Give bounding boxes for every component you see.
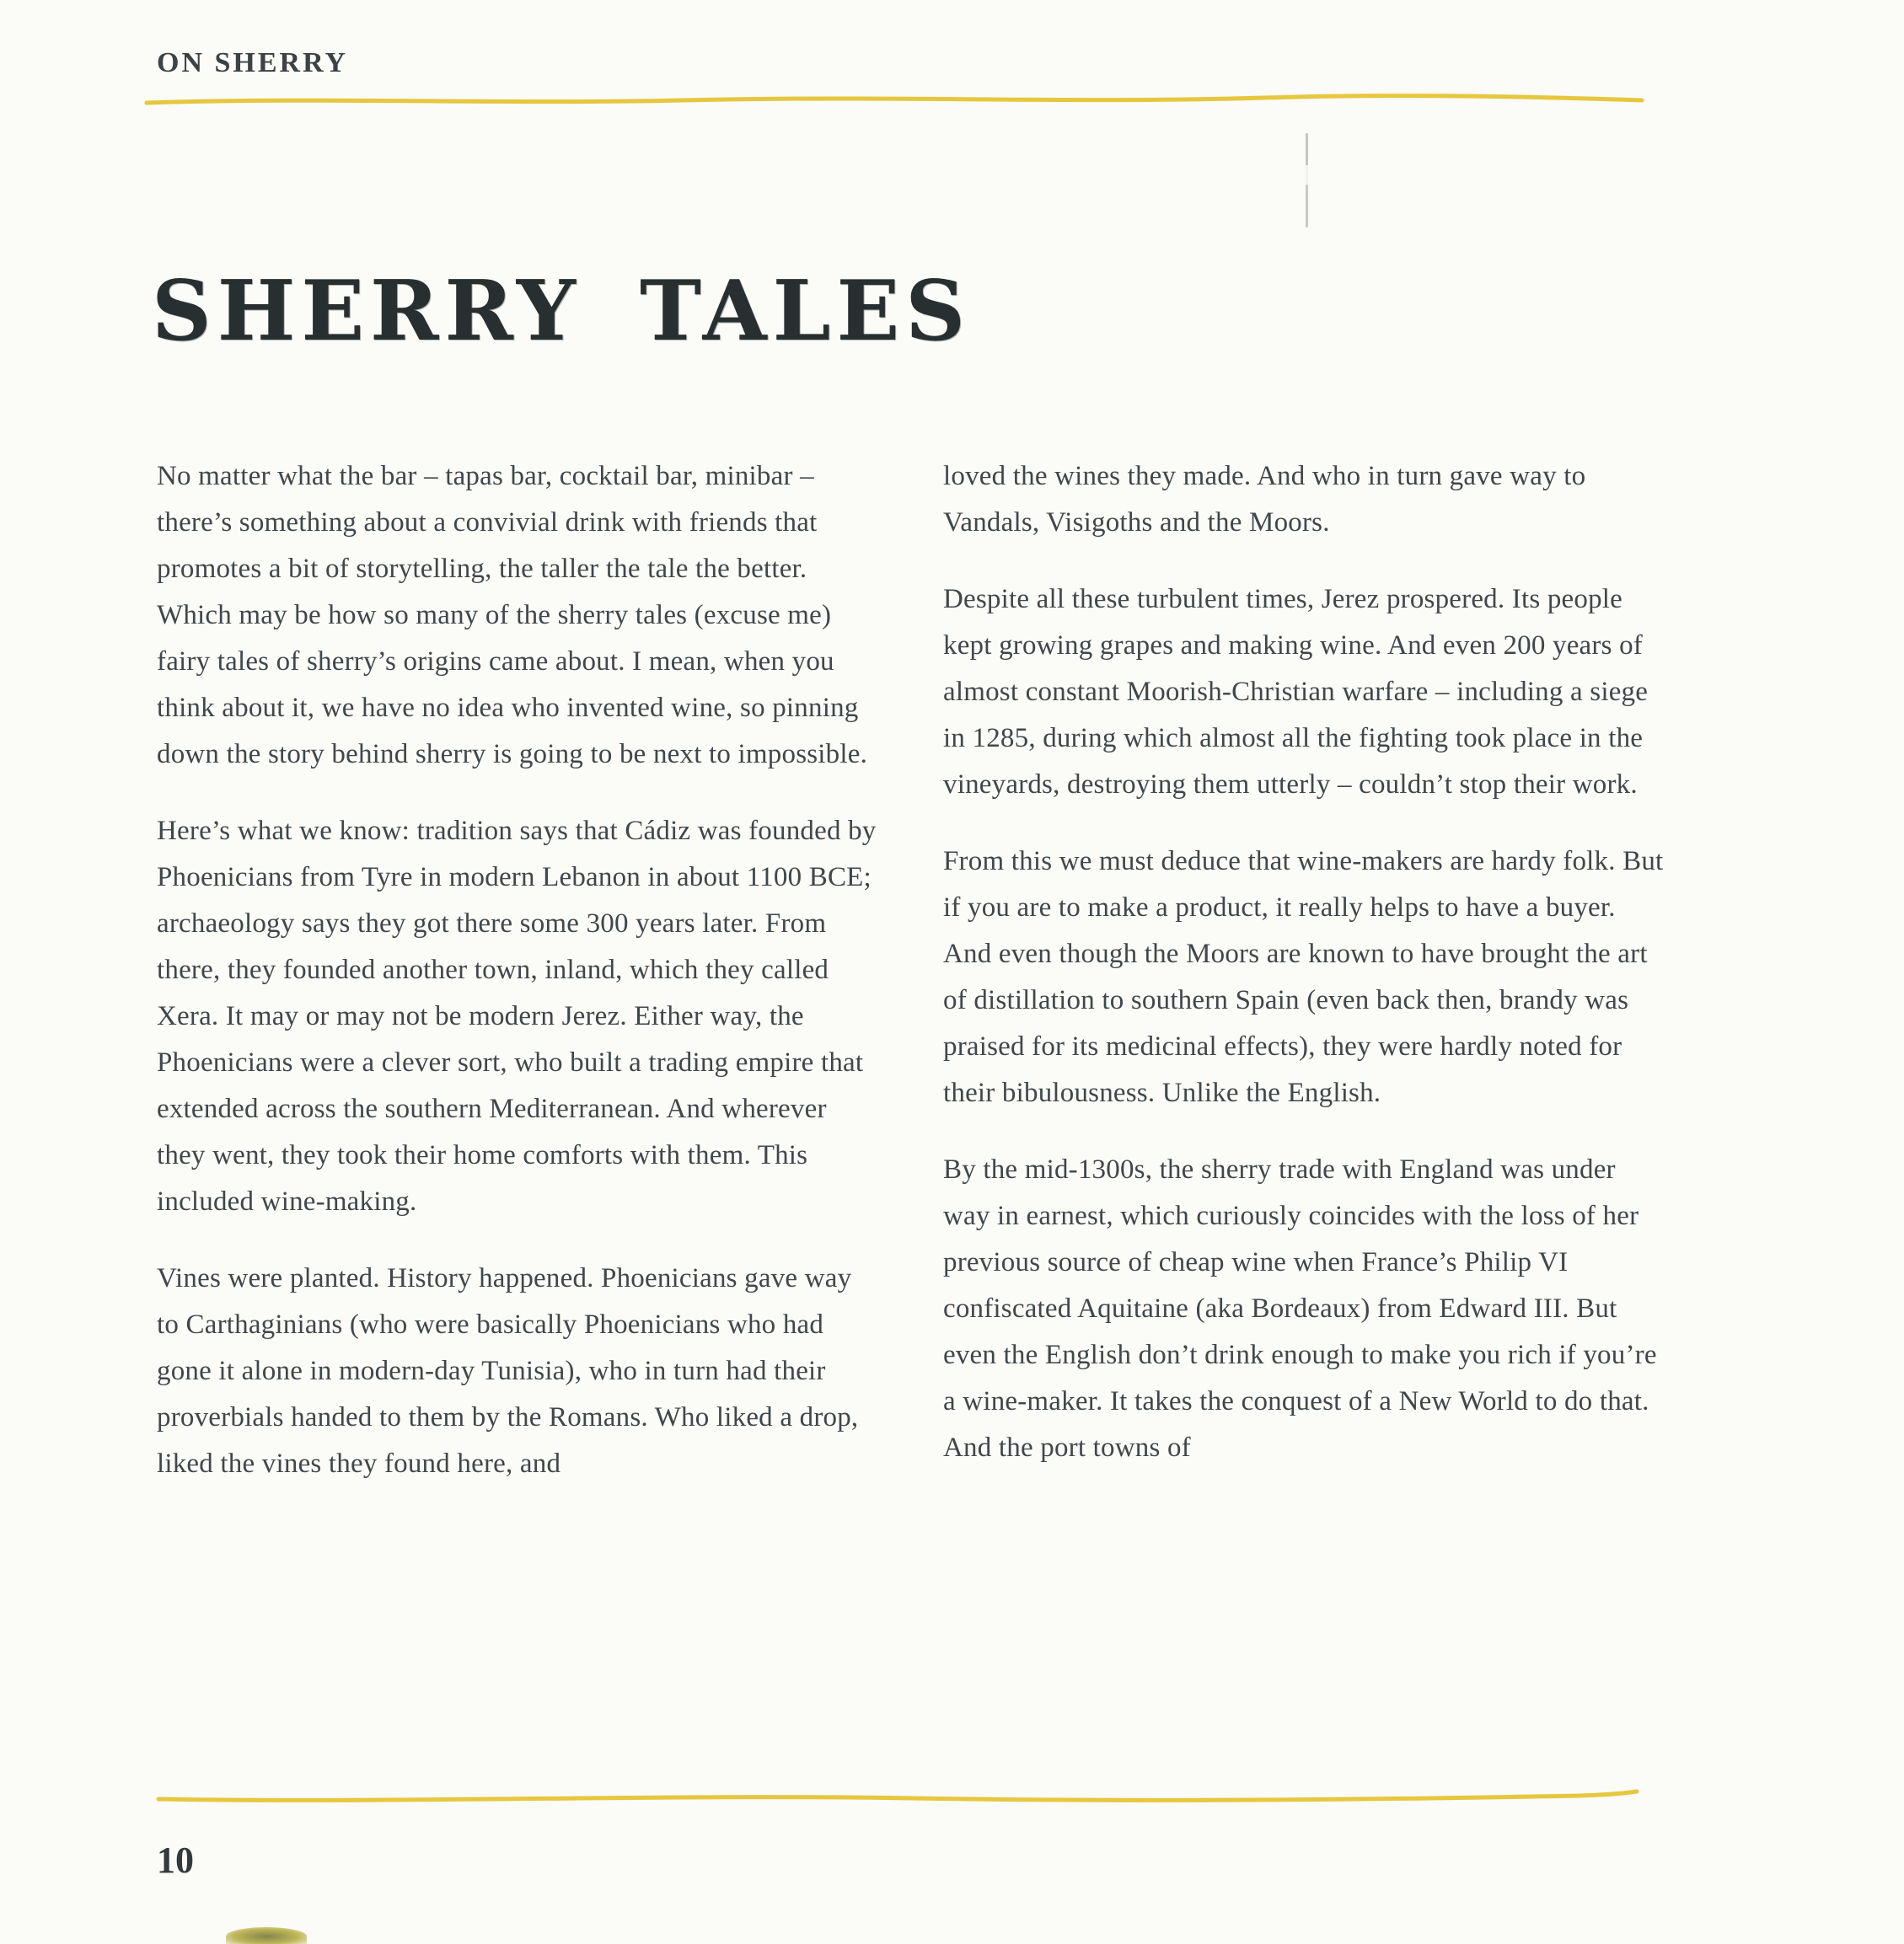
right-column: [943, 453, 1665, 1518]
page-title: SHERRY TALES: [152, 263, 971, 360]
bottom-divider-path: [158, 1791, 1637, 1800]
top-divider-line: [143, 89, 1645, 111]
paragraph-left-2: Here’s what we know: tradition says that Cádiz was founded by Phoenicians from Tyre in modern Lebanon in about 1100 BCE; archaeology says they got there some 300 years later. From there, they founded another town, inland, which they called Xera. It may or may not be modern Jerez. Either way, the Phoenicians were a clever sort, who built a trading empire that extended across the southern Mediterranean. And wherever they went, they took their home comforts with them. This included wine-making.: [157, 816, 877, 1217]
scan-smudge: [226, 1927, 307, 1944]
paragraph-right-2: Despite all these turbulent times, Jerez prospered. Its people kept growing grapes and making wine. And even 200 years of almost constant Moorish-Christian warfare – including a siege in 1285, during which almost all the fighting took place in the vineyards, destroying them utterly – couldn’t stop their work.: [943, 584, 1649, 800]
paragraph-right-3: From this we must deduce that wine-makers are hardy folk. But if you are to make a product, it really helps to have a buyer. And even though the Moors are known to have brought the art of distillation to southern Spain (even back then, brandy was praised for its medicinal effects), they were hardly noted for their bibulousness. Unlike the English.: [943, 846, 1664, 1108]
paragraph-right-4: By the mid-1300s, the sherry trade with England was under way in earnest, which curiously coincides with the loss of her previous source of cheap wine when France’s Philip VI confiscated Aquitaine (aka Bordeaux) from Edward III. But even the English don’t drink enough to make you rich if you’re a wine-maker. It takes the conquest of a New World to do that. And the port towns of: [943, 1154, 1657, 1463]
paragraph-right-1: loved the wines they made. And who in turn gave way to Vandals, Visigoths and the Moors.: [943, 461, 1586, 538]
page-number: 10: [157, 1840, 194, 1881]
bottom-divider-line: [155, 1788, 1640, 1810]
paragraph-left-1: No matter what the bar – tapas bar, cocktail bar, minibar – there’s something about a convivial drink with friends that promotes a bit of storytelling, the taller the tale the better. Which may be how so many of the sherry tales (excuse me) fairy tales of sherry’s origins came about. I mean, when you think about it, we have no idea who invented wine, so pinning down the story behind sherry is going to be next to impossible.: [157, 461, 868, 769]
paragraph-left-3: Vines were planted. History happened. Phoenicians gave way to Carthaginians (who were basically Phoenicians who had gone it alone in modern-day Tunisia), who in turn had their proverbials handed to them by the Romans. Who liked a drop, liked the vines they found here, and: [157, 1263, 859, 1479]
left-column: [157, 453, 879, 1518]
top-divider-path: [147, 96, 1642, 103]
running-header: ON SHERRY: [157, 47, 348, 78]
scan-artifact-line: [1306, 133, 1308, 228]
text-columns: [157, 453, 1665, 1518]
